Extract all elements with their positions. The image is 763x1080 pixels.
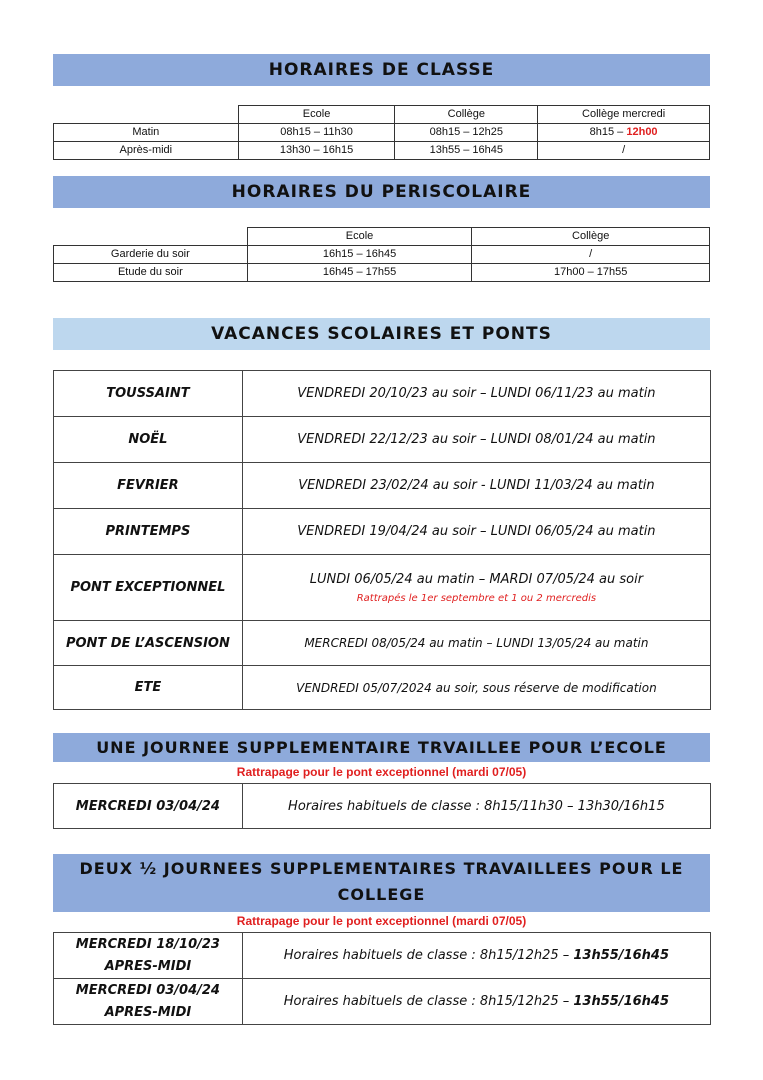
vacances-table (53, 370, 711, 710)
table-row (54, 933, 711, 979)
college-extra-title (53, 854, 710, 912)
table-row (54, 142, 710, 160)
day-label (54, 933, 243, 979)
vacation-dates: VENDREDI 22/12/23 au soir – LUNDI 08/01/24 au matin (242, 417, 710, 463)
table-row (54, 509, 711, 555)
college-extra-subtitle: Rattrapage pour le pont exceptionnel (mardi 07/05) (236, 914, 527, 928)
day-label-line1: MERCREDI 18/10/23 (75, 936, 220, 952)
empty-cell (54, 228, 248, 246)
cell: 16h45 – 17h55 (247, 264, 472, 282)
day-label-line2: APRES-MIDI (104, 958, 192, 974)
table-row (54, 417, 711, 463)
header-ecole: Ecole (238, 106, 395, 124)
header-college: Collège (472, 228, 710, 246)
day-label-line1: MERCREDI 03/04/24 (75, 982, 220, 998)
cell: 17h00 – 17h55 (472, 264, 710, 282)
cell-start: 8h15 – (589, 126, 627, 138)
cell: 13h55 – 16h45 (395, 142, 538, 160)
table-row (54, 784, 711, 829)
table-row (54, 463, 711, 509)
table-header-row (54, 106, 710, 124)
day-label-line2: APRES-MIDI (104, 1004, 192, 1020)
vacation-label: FEVRIER (54, 463, 243, 509)
table-row (54, 124, 710, 142)
vacation-note: Rattrapés le 1er septembre et 1 ou 2 mercredis (356, 592, 597, 604)
classe-table (53, 105, 710, 160)
cell: 08h15 – 11h30 (238, 124, 395, 142)
row-label: Garderie du soir (54, 246, 248, 264)
vacation-label: ETE (54, 666, 243, 710)
day-hours (242, 933, 710, 979)
vacation-label: PONT DE L’ASCENSION (54, 621, 243, 666)
header-college-mercredi: Collège mercredi (538, 106, 710, 124)
cell: 13h30 – 16h15 (238, 142, 395, 160)
cell: / (538, 142, 710, 160)
vacation-label: PRINTEMPS (54, 509, 243, 555)
table-row (54, 666, 711, 710)
day-hours-bold: 13h55/16h45 (573, 994, 670, 1009)
vacation-dates: LUNDI 06/05/24 au matin – MARDI 07/05/24 au soir (309, 571, 644, 587)
day-hours-text: Horaires habituels de classe : 8h15/12h25 – (283, 948, 574, 963)
table-row (54, 555, 711, 621)
ecole-extra-subtitle: Rattrapage pour le pont exceptionnel (mardi 07/05) (236, 765, 527, 779)
day-hours: Horaires habituels de classe : 8h15/11h30 – 13h30/16h15 (242, 784, 710, 829)
table-row (54, 621, 711, 666)
vacation-label: PONT EXCEPTIONNEL (54, 555, 243, 621)
cell: 16h15 – 16h45 (247, 246, 472, 264)
vacation-dates: VENDREDI 19/04/24 au soir – LUNDI 06/05/24 au matin (242, 509, 710, 555)
cell-mercredi (538, 124, 710, 142)
day-hours-text: Horaires habituels de classe : 8h15/12h25 – (283, 994, 574, 1009)
empty-cell (54, 106, 239, 124)
table-header-row (54, 228, 710, 246)
day-label (54, 979, 243, 1025)
row-label: Après-midi (54, 142, 239, 160)
vacation-dates: VENDREDI 20/10/23 au soir – LUNDI 06/11/23 au matin (242, 371, 710, 417)
table-row (54, 979, 711, 1025)
header-ecole: Ecole (247, 228, 472, 246)
vacances-title: VACANCES SCOLAIRES ET PONTS (53, 318, 710, 350)
periscolaire-table (53, 227, 710, 282)
vacation-dates: VENDREDI 05/07/2024 au soir, sous réserve de modification (242, 666, 710, 710)
table-row (54, 264, 710, 282)
day-hours (242, 979, 710, 1025)
classe-title: HORAIRES DE CLASSE (53, 54, 710, 86)
day-label: MERCREDI 03/04/24 (54, 784, 243, 829)
college-title-line1: DEUX ½ JOURNEES SUPPLEMENTAIRES TRAVAILLEES POUR LE (79, 859, 684, 878)
vacation-dates: VENDREDI 23/02/24 au soir - LUNDI 11/03/24 au matin (242, 463, 710, 509)
row-label: Matin (54, 124, 239, 142)
vacation-dates-with-note (242, 555, 710, 621)
vacation-dates: MERCREDI 08/05/24 au matin – LUNDI 13/05/24 au matin (242, 621, 710, 666)
cell: 08h15 – 12h25 (395, 124, 538, 142)
periscolaire-title: HORAIRES DU PERISCOLAIRE (53, 176, 710, 208)
vacation-label: NOËL (54, 417, 243, 463)
header-college: Collège (395, 106, 538, 124)
row-label: Etude du soir (54, 264, 248, 282)
table-row (54, 371, 711, 417)
college-title-line2: COLLEGE (337, 885, 426, 904)
ecole-extra-title: UNE JOURNEE SUPPLEMENTAIRE TRVAILLEE POUR L’ECOLE (53, 733, 710, 762)
vacation-label: TOUSSAINT (54, 371, 243, 417)
table-row (54, 246, 710, 264)
cell-end-highlight: 12h00 (626, 126, 658, 138)
college-extra-table (53, 932, 711, 1025)
cell: / (472, 246, 710, 264)
day-hours-bold: 13h55/16h45 (573, 948, 670, 963)
ecole-extra-table (53, 783, 711, 829)
